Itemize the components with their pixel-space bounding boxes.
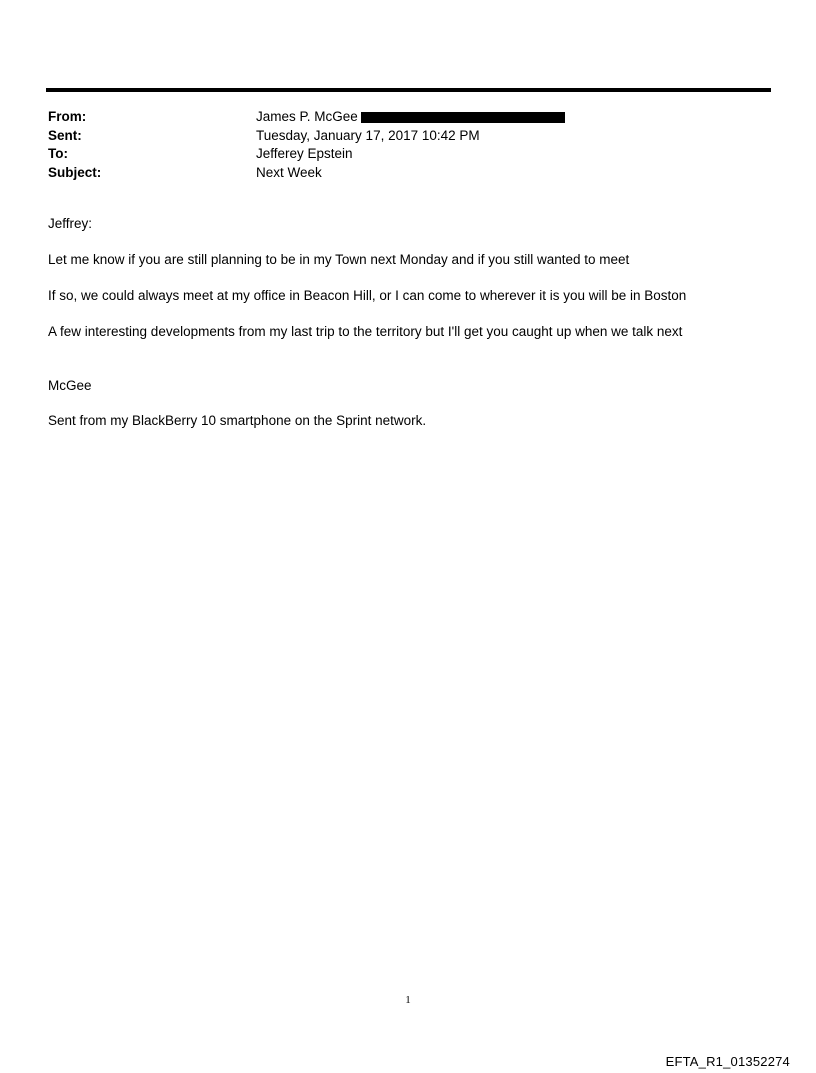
redaction-block: [361, 112, 565, 123]
from-value: [256, 108, 565, 126]
subject-label: Subject:: [48, 164, 102, 180]
sent-from-note: Sent from my BlackBerry 10 smartphone on the Sprint network.: [48, 413, 427, 428]
sent-value: Tuesday, January 17, 2017 10:42 PM: [256, 127, 480, 143]
body-paragraph-3: A few interesting developments from my last trip to the territory but I'll get you caught up when we talk next: [48, 324, 683, 339]
header-divider: [46, 88, 771, 92]
bates-number: EFTA_R1_01352274: [665, 1054, 790, 1069]
email-header: [48, 108, 768, 182]
greeting: Jeffrey:: [48, 216, 93, 231]
subject-value: Next Week: [256, 164, 322, 180]
from-label: From:: [48, 109, 87, 125]
signature: McGee: [48, 378, 92, 393]
body-paragraph-1: Let me know if you are still planning to be in my Town next Monday and if you still wanted to meet: [48, 252, 630, 267]
sender-name: James P. McGee: [256, 109, 358, 125]
page-number: 1: [405, 994, 411, 1006]
sent-label: Sent:: [48, 127, 82, 143]
to-row: [48, 145, 768, 164]
to-label: To:: [48, 146, 68, 162]
body-paragraph-2: If so, we could always meet at my office in Beacon Hill, or I can come to wherever it is you will be in Boston: [48, 288, 687, 303]
to-value: Jefferey Epstein: [256, 146, 353, 162]
subject-row: [48, 164, 768, 183]
from-row: [48, 108, 768, 127]
sent-row: [48, 127, 768, 146]
